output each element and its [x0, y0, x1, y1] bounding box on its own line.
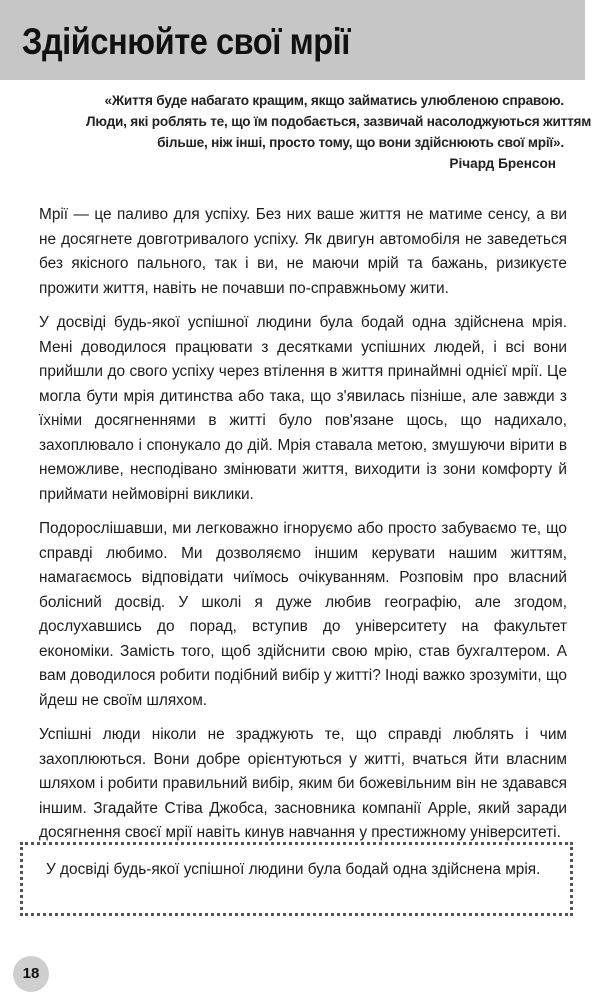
epigraph-author: Річард Бренсон [449, 156, 556, 171]
epigraph-quote [86, 90, 592, 153]
body-paragraph: Мрії — це паливо для успіху. Без них ваше життя не матиме сенсу, а ви не досягнете довготривалого успіху. Як двигун автомобіля не заведеться без якісного пального, так і ви, не маючи мрій та бажань, ризикуєте прожити життя, навіть не почавши по-справжньому жити. [39, 206, 567, 297]
body-paragraph: Подорослішавши, ми легковажно ігноруємо або просто забуваємо те, що справді любимо. Ми дозволяємо іншим керувати нашим життям, намагаємось відповідати чиїмось очікуванням. Розповім про власний болісний досвід. У школі я дуже любив географію, але згодом, дослухавшись до порад, вступив до університету на факультет економіки. Замість того, щоб здійснити свою мрію, став бухгалтером. А вам доводилося робити подібний вибір у житті? Іноді важко зрозуміти, що йдеш не своїм шляхом. [39, 520, 567, 709]
body-paragraph: У досвіді будь-якої успішної людини була бодай одна здійснена мрія. Мені доводилося працювати з десятками успішних людей, і всі вони прийшли до свого успіху через втілення в життя принаймні однієї мрії. Це могла бути мрія дитинства або така, що з'явилась пізніше, але завжди з їхніми досягненнями в житті було пов'язане щось, що надихало, захоплювало і спонукало до дій. Мрія ставала метою, змушуючи вірити в неможливе, несподівано змінювати життя, виходити із зони комфорту й приймати неймовірні виклики. [39, 314, 567, 503]
body-text [39, 203, 567, 856]
epigraph-line: більше, ніж інші, просто тому, що вони здійснюють свої мрії». [157, 135, 564, 150]
epigraph-line: «Життя буде набагато кращим, якщо займатись улюбленою справою. [104, 93, 564, 108]
body-paragraph: Успішні люди ніколи не зраджують те, що справді люблять і чим захоплюються. Вони добре орієнтуються у житті, вчаться йти власним шляхом і робити правильний вибір, яким би божевільним він не здавався іншим. Згадайте Стіва Джобса, засновника компанії Apple, який заради досягнення своєї мрії навіть кинув навчання у престижному університеті. [39, 726, 567, 841]
epigraph-line: Люди, які роблять те, що їм подобається, зазвичай насолоджуються життям [86, 114, 592, 129]
page-number: 18 [13, 956, 49, 992]
callout-box [20, 842, 573, 916]
chapter-title-band [0, 0, 585, 80]
callout-text: У досвіді будь-якої успішної людини була бодай одна здійснена мрія. [46, 861, 541, 878]
chapter-title: Здійснюйте свої мрії [22, 21, 350, 62]
